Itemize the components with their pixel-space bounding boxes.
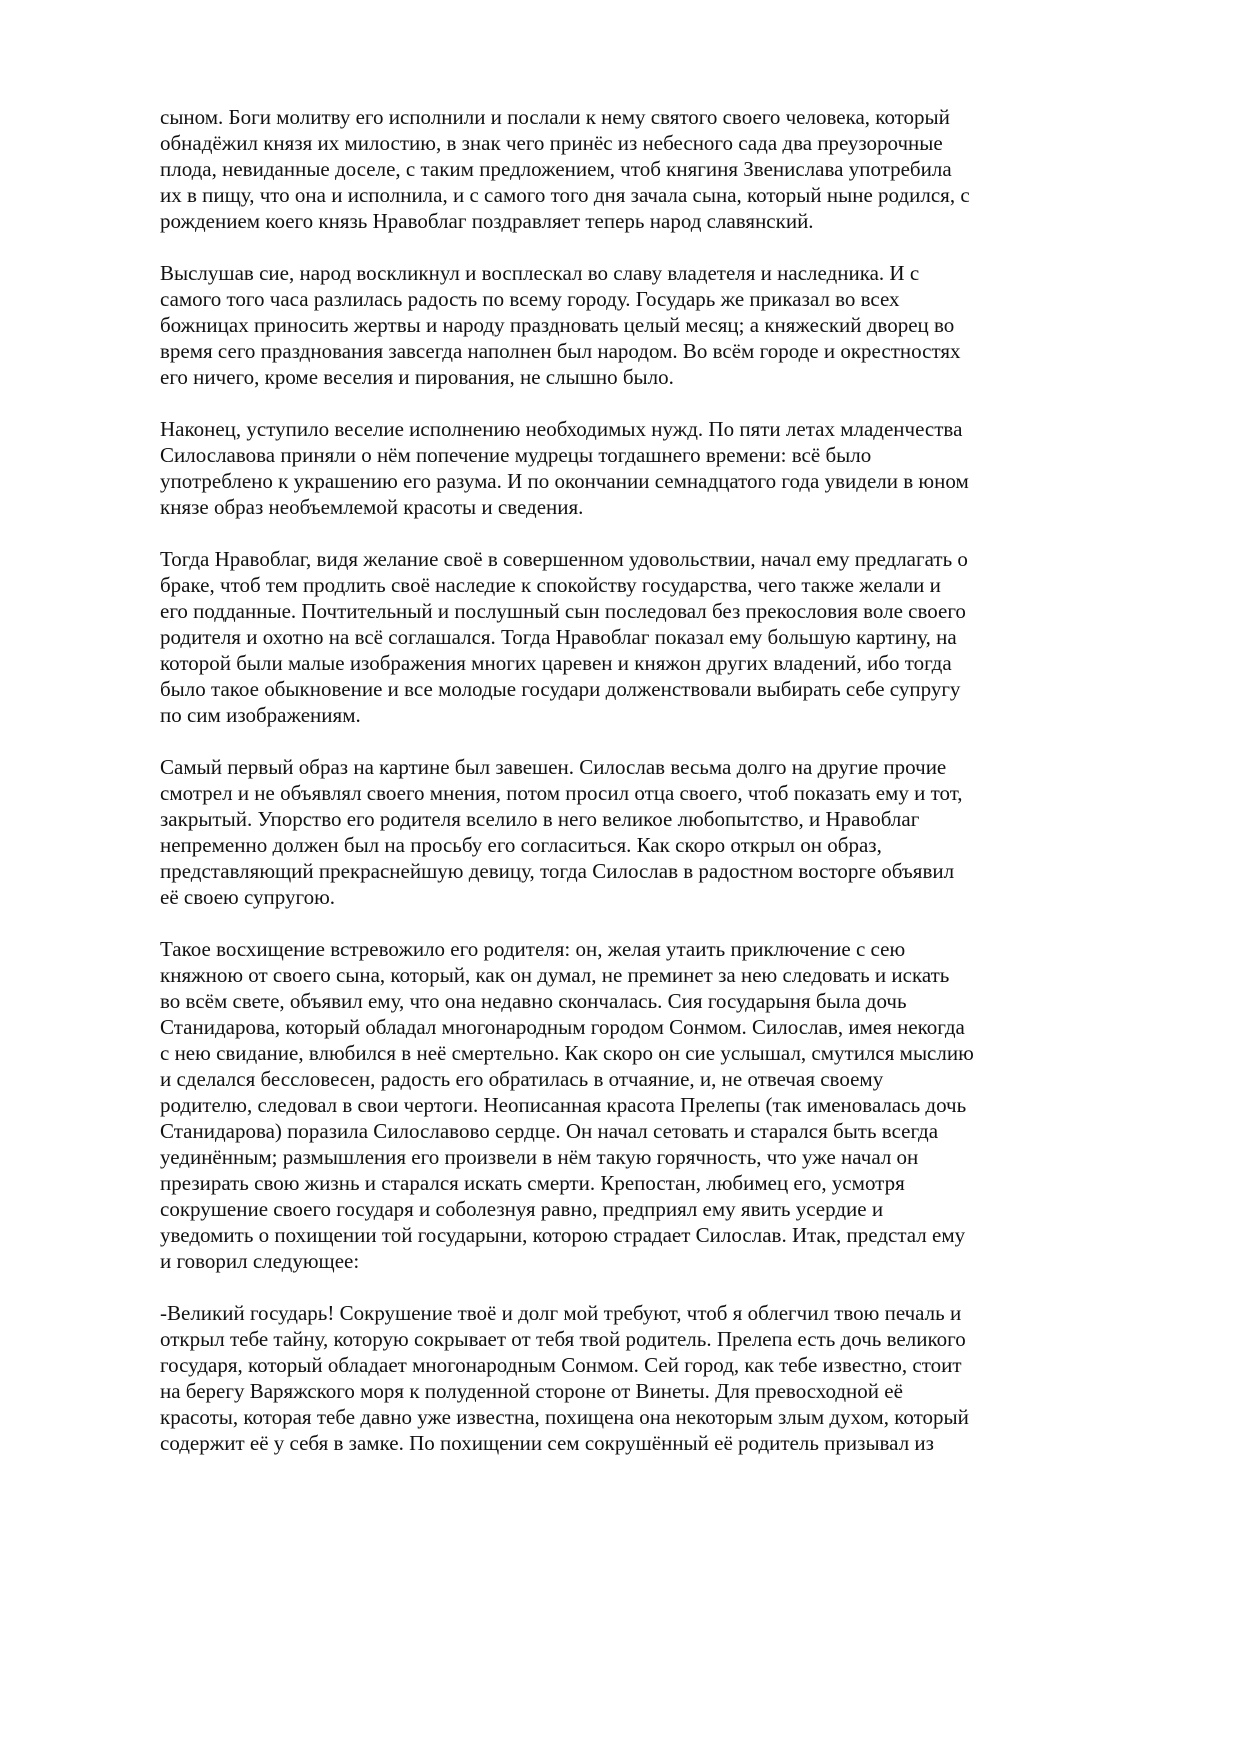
text-line: было такое обыкновение и все молодые государи долженствовали выбирать себе супругу <box>160 677 961 701</box>
text-line: смотрел и не объявлял своего мнения, потом просил отца своего, чтоб показать ему и тот, <box>160 781 963 805</box>
text-line: обнадёжил князя их милостию, в знак чего принёс из небесного сада два преузорочные <box>160 131 943 155</box>
text-line: которой были малые изображения многих царевен и княжон других владений, ибо тогда <box>160 651 952 675</box>
text-line: сыном. Боги молитву его исполнили и послали к нему святого своего человека, который <box>160 105 950 129</box>
text-line: уединённым; размышления его произвели в нём такую горячность, что уже начал он <box>160 1145 919 1169</box>
text-line: Станидарова, который обладал многонародным городом Сонмом. Силослав, имея некогда <box>160 1015 965 1039</box>
text-line: плода, невиданные доселе, с таким предложением, чтоб княгиня Звенислава употребила <box>160 157 952 181</box>
text-line: Наконец, уступило веселие исполнению необходимых нужд. По пяти летах младенчества <box>160 417 963 441</box>
text-line: -Великий государь! Сокрушение твоё и долг мой требуют, чтоб я облегчил твою печаль и <box>160 1301 962 1325</box>
text-line: непременно должен был на просьбу его согласиться. Как скоро открыл он образ, <box>160 833 882 857</box>
text-line: закрытый. Упорство его родителя вселило в него великое любопытство, и Нравоблаг <box>160 807 920 831</box>
paragraph <box>160 754 1120 910</box>
text-line: презирать свою жизнь и старался искать смерти. Крепостан, любимец его, усмотря <box>160 1171 905 1195</box>
text-line: и сделался бессловесен, радость его обратилась в отчаяние, и, не отвечая своему <box>160 1067 884 1091</box>
text-line: во всём свете, объявил ему, что она недавно скончалась. Сия государыня была дочь <box>160 989 907 1013</box>
text-line: его подданные. Почтительный и послушный сын последовал без прекословия воле своего <box>160 599 966 623</box>
text-line: на берегу Варяжского моря к полуденной стороне от Винеты. Для превосходной её <box>160 1379 903 1403</box>
text-line: самого того часа разлилась радость по всему городу. Государь же приказал во всех <box>160 287 900 311</box>
paragraph <box>160 260 1120 390</box>
paragraph <box>160 104 1120 234</box>
paragraph <box>160 546 1120 728</box>
text-line: Тогда Нравоблаг, видя желание своё в совершенном удовольствии, начал ему предлагать о <box>160 547 968 571</box>
text-line: князе образ необъемлемой красоты и сведения. <box>160 495 584 519</box>
text-line: рождением коего князь Нравоблаг поздравляет теперь народ славянский. <box>160 209 814 233</box>
text-line: божницах приносить жертвы и народу праздновать целый месяц; а княжеский дворец во <box>160 313 955 337</box>
text-line: родителя и охотно на всё соглашался. Тогда Нравоблаг показал ему большую картину, на <box>160 625 957 649</box>
text-line: красоты, которая тебе давно уже известна, похищена она некоторым злым духом, который <box>160 1405 969 1429</box>
text-line: содержит её у себя в замке. По похищении сем сокрушённый её родитель призывал из <box>160 1431 934 1455</box>
text-line: Силославова приняли о нём попечение мудрецы тогдашнего времени: всё было <box>160 443 872 467</box>
paragraph <box>160 936 1120 1274</box>
text-line: её своею супругою. <box>160 885 336 909</box>
text-line: с нею свидание, влюбился в неё смертельно. Как скоро он сие услышал, смутился мыслию <box>160 1041 974 1065</box>
text-line: Самый первый образ на картине был завешен. Силослав весьма долго на другие прочие <box>160 755 947 779</box>
text-line: сокрушение своего государя и соболезнуя равно, предприял ему явить усердие и <box>160 1197 884 1221</box>
text-line: Станидарова) поразила Силославово сердце. Он начал сетовать и старался быть всегда <box>160 1119 939 1143</box>
text-line: уведомить о похищении той государыни, которою страдает Силослав. Итак, предстал ему <box>160 1223 966 1247</box>
text-line: Такое восхищение встревожило его родителя: он, желая утаить приключение с сею <box>160 937 906 961</box>
paragraph <box>160 416 1120 520</box>
text-line: их в пищу, что она и исполнила, и с самого того дня зачала сына, который ныне родился, с <box>160 183 970 207</box>
text-line: княжною от своего сына, который, как он думал, не преминет за нею следовать и искать <box>160 963 950 987</box>
text-line: и говорил следующее: <box>160 1249 360 1273</box>
text-line: его ничего, кроме веселия и пирования, не слышно было. <box>160 365 674 389</box>
text-line: государя, который обладает многонародным Сонмом. Сей город, как тебе известно, стоит <box>160 1353 962 1377</box>
text-line: родителю, следовал в свои чертоги. Неописанная красота Прелепы (так именовалась дочь <box>160 1093 967 1117</box>
document-page <box>160 104 1120 1482</box>
text-line: браке, чтоб тем продлить своё наследие к спокойству государства, чего также желали и <box>160 573 941 597</box>
text-line: употреблено к украшению его разума. И по окончании семнадцатого года увидели в юном <box>160 469 969 493</box>
paragraph <box>160 1300 1120 1456</box>
text-line: представляющий прекраснейшую девицу, тогда Силослав в радостном восторге объявил <box>160 859 955 883</box>
text-line: по сим изображениям. <box>160 703 361 727</box>
text-line: Выслушав сие, народ воскликнул и восплескал во славу владетеля и наследника. И с <box>160 261 920 285</box>
text-line: время сего празднования завсегда наполнен был народом. Во всём городе и окрестностях <box>160 339 961 363</box>
text-line: открыл тебе тайну, которую сокрывает от тебя твой родитель. Прелепа есть дочь великого <box>160 1327 966 1351</box>
